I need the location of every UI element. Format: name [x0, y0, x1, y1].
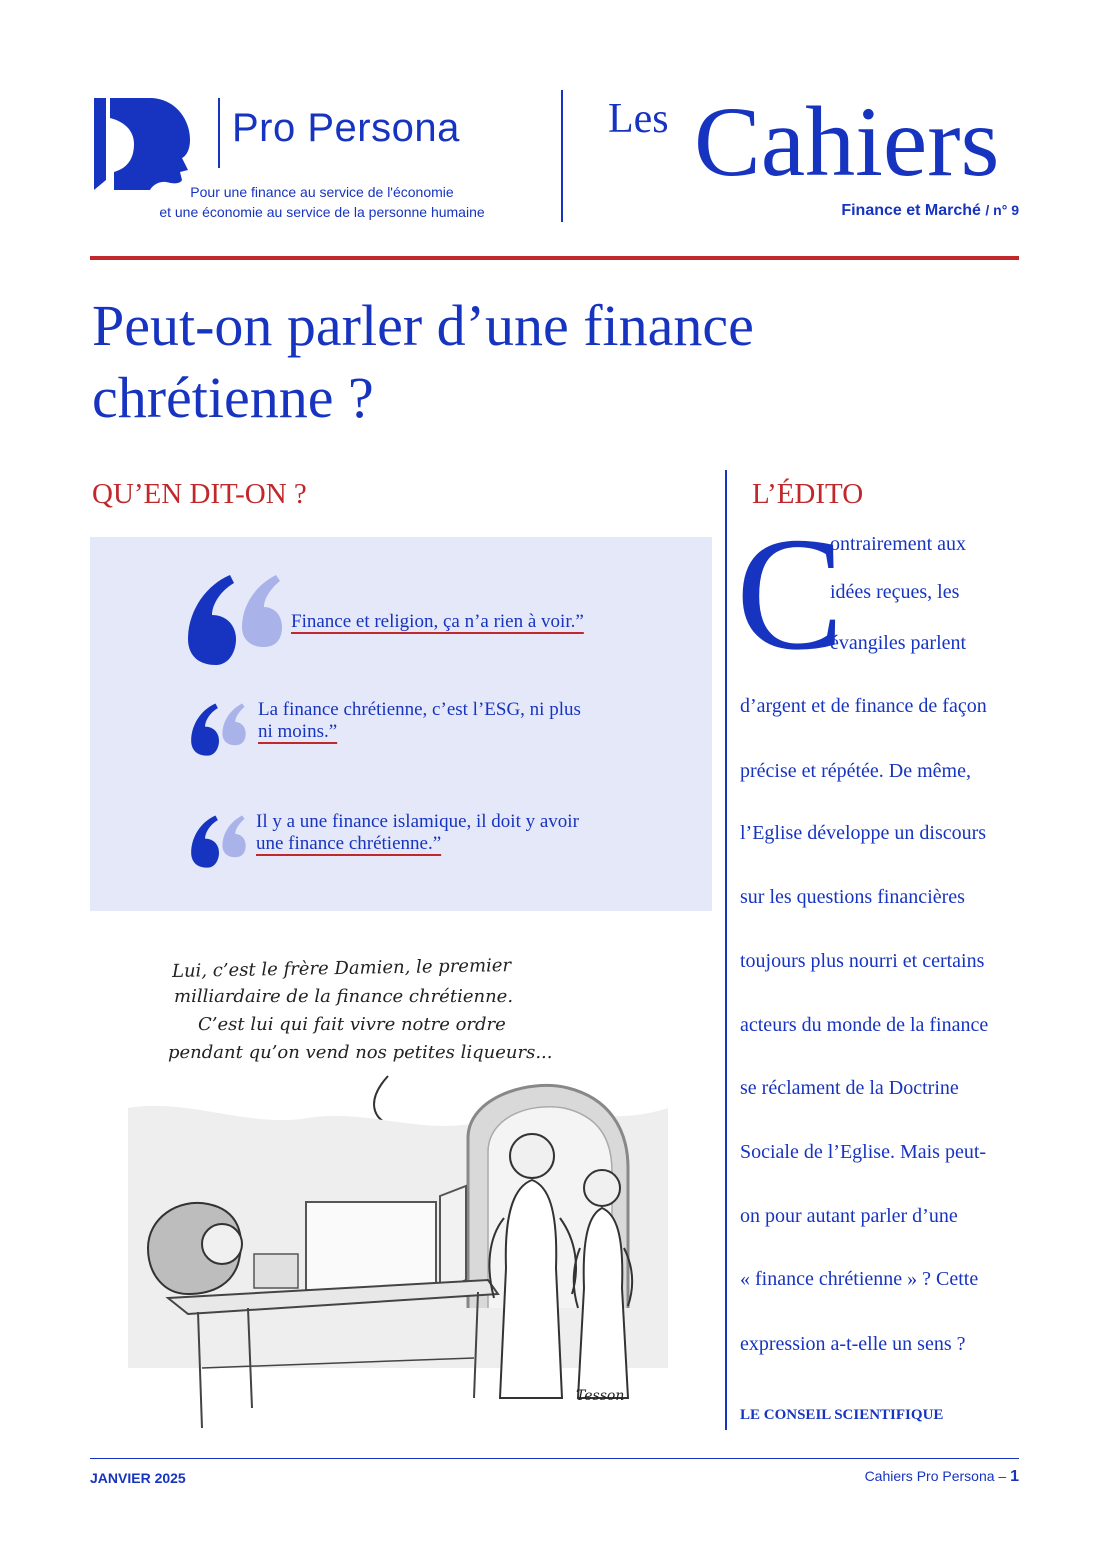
- series-label: [841, 202, 1019, 220]
- cartoon-caption-line: milliardaire de la finance chrétienne.: [174, 986, 514, 1007]
- quote-line: La finance chrétienne, c’est l’ESG, ni plus: [258, 699, 581, 720]
- quote-text: [291, 611, 584, 633]
- quote-line: une finance chrétienne.”: [256, 833, 442, 854]
- edito-line: idées reçues, les: [830, 581, 960, 603]
- quote-mark-icon: [190, 701, 248, 762]
- section-heading-quotes: QU’EN DIT-ON ?: [92, 478, 307, 510]
- quote-text: [258, 699, 581, 743]
- logo-separator: [218, 98, 220, 168]
- edito-line: se réclament de la Doctrine: [740, 1077, 959, 1099]
- publication-les: Les: [608, 96, 669, 142]
- edito-line: on pour autant parler d’une: [740, 1205, 958, 1227]
- edito-line: d’argent et de finance de façon: [740, 695, 987, 717]
- edito-line: toujours plus nourri et certains: [740, 950, 985, 972]
- quote-line: Finance et religion, ça n’a rien à voir.”: [291, 611, 584, 632]
- edito-line: Sociale de l’Eglise. Mais peut-: [740, 1141, 987, 1163]
- page-number: 1: [1010, 1468, 1019, 1485]
- column-divider: [725, 470, 727, 1430]
- cartoon-illustration: [128, 948, 688, 1428]
- edito-line: ontrairement aux: [830, 533, 967, 555]
- footer-publication: [865, 1468, 1019, 1486]
- header-rule: [90, 256, 1019, 260]
- quote-line: ni moins.”: [258, 721, 338, 742]
- section-heading-edito: L’ÉDITO: [752, 478, 864, 510]
- footer-date: JANVIER 2025: [90, 1470, 186, 1486]
- cartoon-signature: Tesson: [576, 1388, 625, 1404]
- brand-tagline: [122, 182, 522, 222]
- drop-cap: C: [736, 505, 845, 684]
- footer-rule: [90, 1458, 1019, 1459]
- quote-mark-icon: [190, 813, 248, 874]
- footer-publication-name: Cahiers Pro Persona –: [864, 1468, 1007, 1484]
- cartoon-caption-line: C’est lui qui fait vivre notre ordre: [198, 1014, 506, 1035]
- edito-line: évangiles parlent: [830, 632, 967, 654]
- cartoon-drawing: [128, 1068, 688, 1428]
- edito-line: « finance chrétienne » ? Cette: [740, 1268, 979, 1290]
- header-divider: [561, 90, 563, 222]
- quote-text: [256, 811, 579, 855]
- title-line: chrétienne ?: [92, 365, 374, 430]
- quotes-box: [90, 537, 712, 911]
- edito-signature: LE CONSEIL SCIENTIFIQUE: [740, 1407, 944, 1423]
- edito-line: précise et répétée. De même,: [740, 760, 971, 782]
- page-title: [92, 290, 972, 434]
- cartoon-caption-line: pendant qu’on vend nos petites liqueurs...: [168, 1042, 553, 1063]
- title-line: Peut-on parler d’une finance: [92, 293, 754, 358]
- edito-line: expression a-t-elle un sens ?: [740, 1333, 966, 1355]
- edito-line: acteurs du monde de la finance: [740, 1014, 989, 1036]
- quote-mark-icon: [186, 571, 286, 672]
- quote-line: Il y a une finance islamique, il doit y avoir: [256, 811, 579, 832]
- edito-line: l’Eglise développe un discours: [740, 822, 987, 844]
- brand-name: Pro Persona: [232, 106, 460, 150]
- tagline-line: Pour une finance au service de l'économie: [190, 184, 454, 200]
- cartoon-caption-line: Lui, c’est le frère Damien, le premier: [171, 955, 512, 982]
- publication-title: Cahiers: [694, 86, 1000, 197]
- edito-line: sur les questions financières: [740, 886, 965, 908]
- series-name: Finance et Marché: [841, 202, 981, 219]
- pro-persona-logo-icon: [92, 96, 192, 192]
- tagline-line: et une économie au service de la personne humaine: [159, 204, 485, 220]
- issue-number: / n° 9: [985, 202, 1019, 218]
